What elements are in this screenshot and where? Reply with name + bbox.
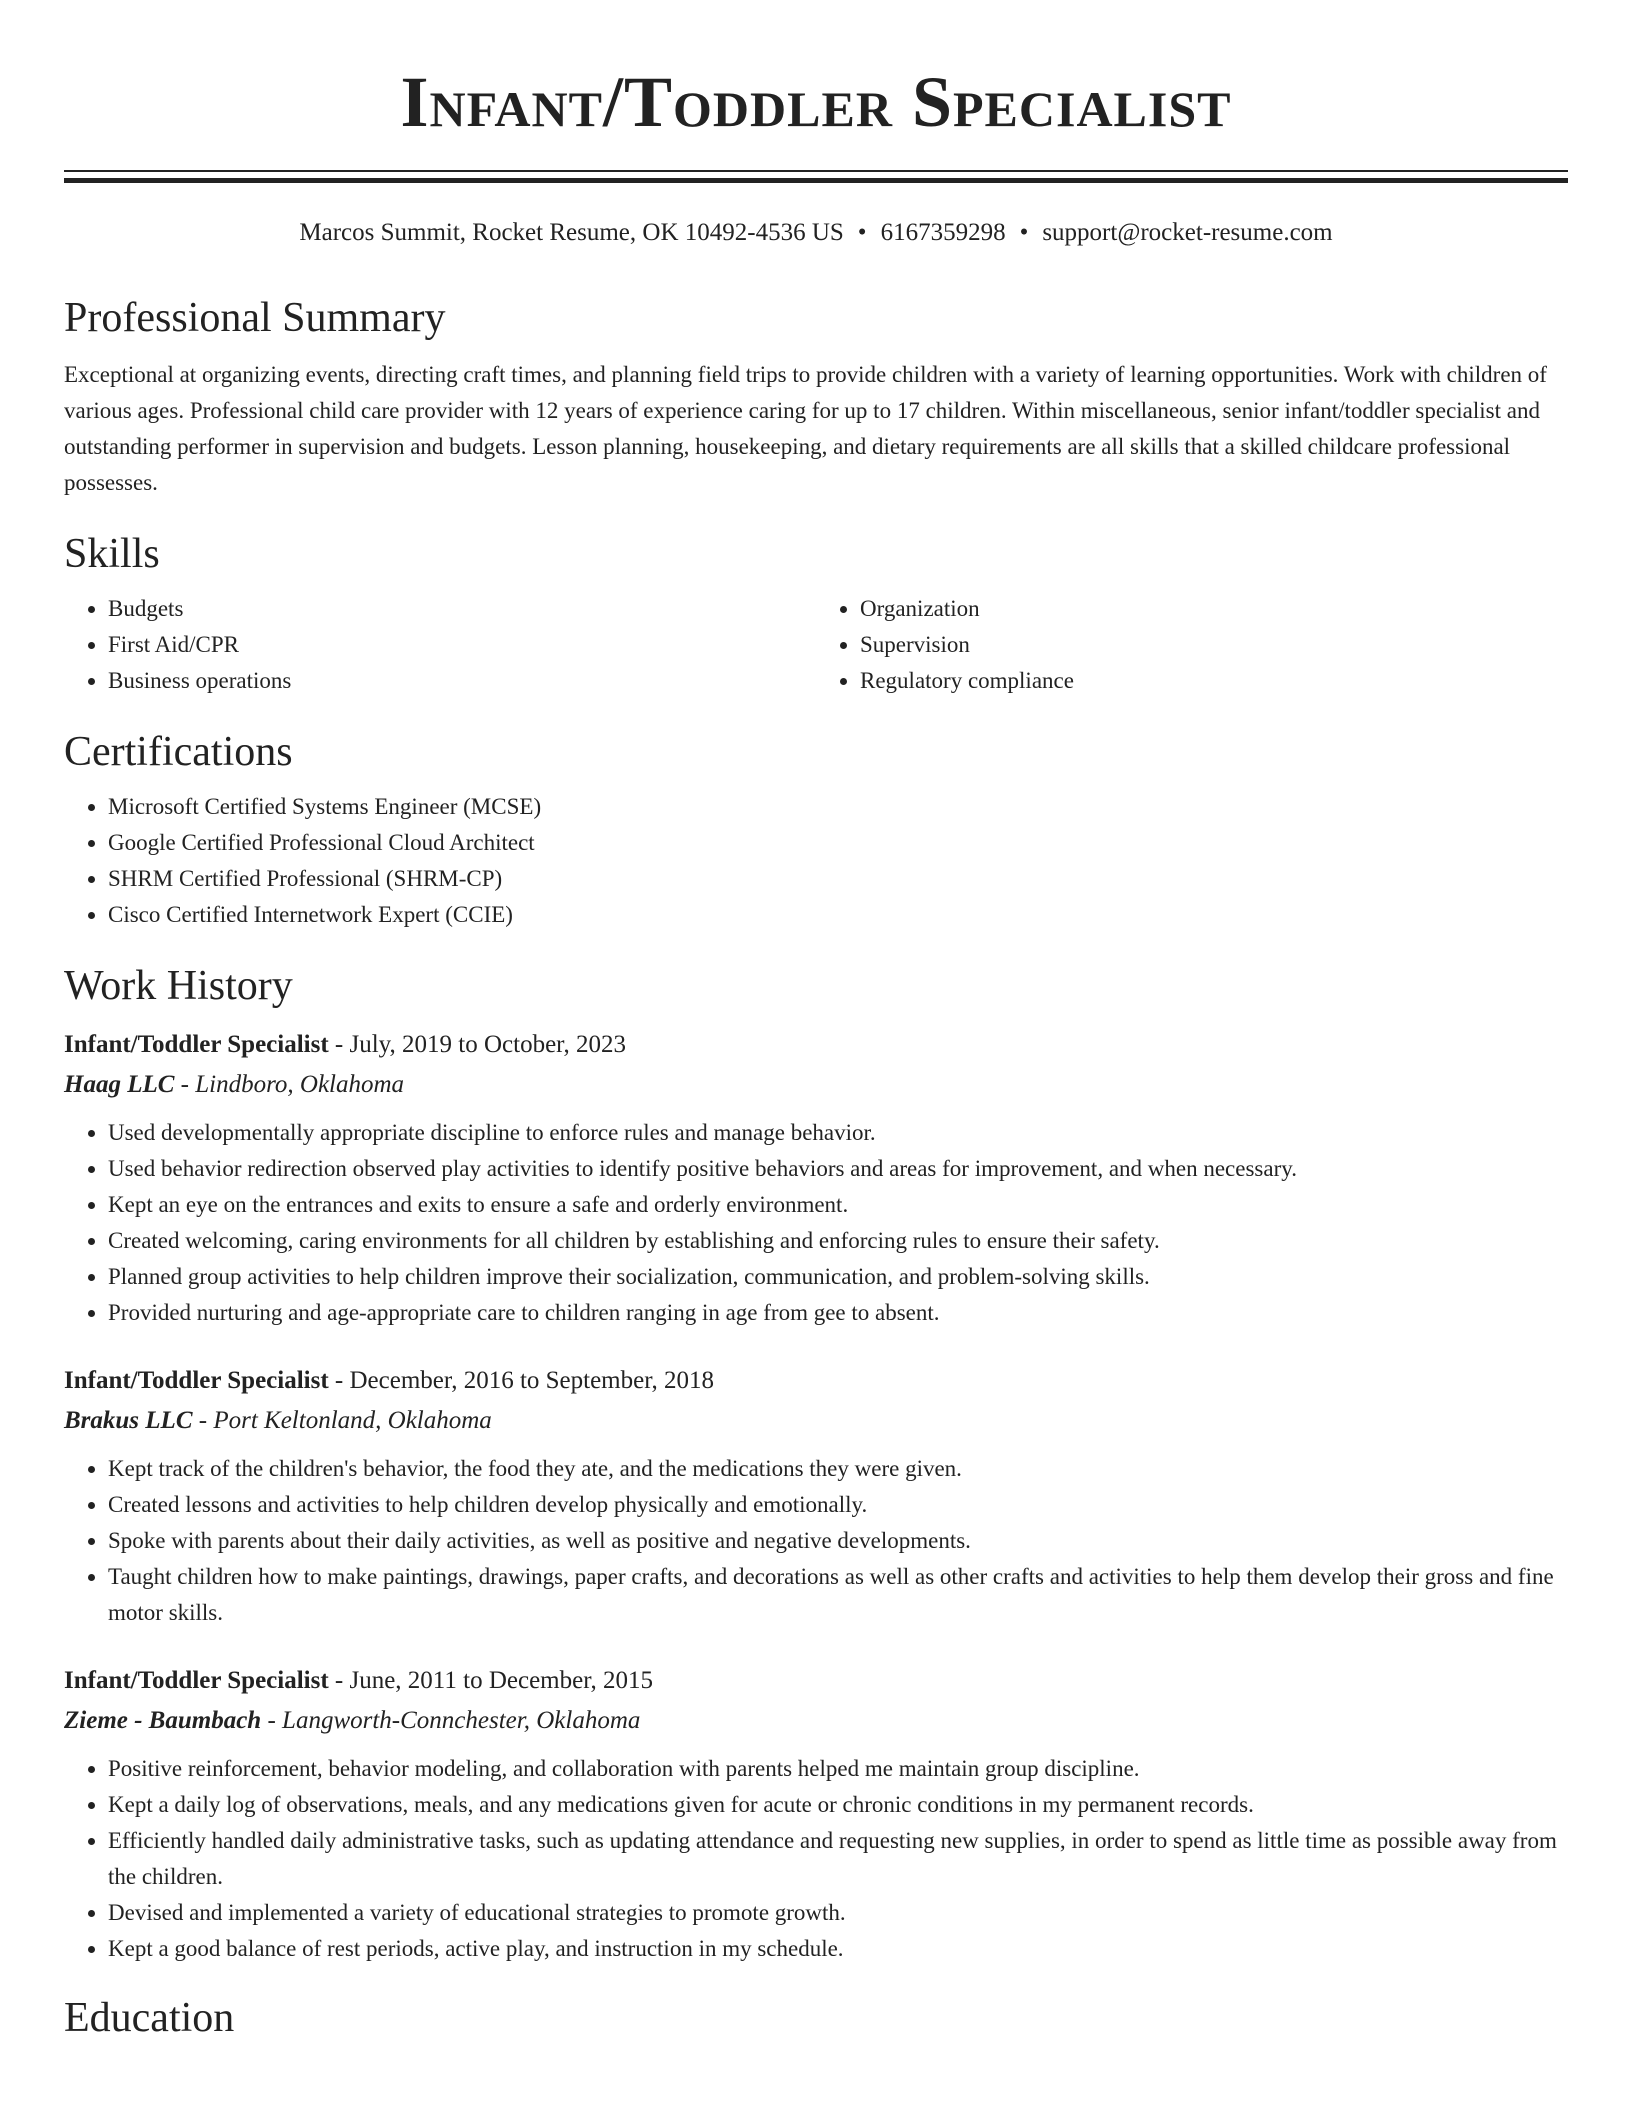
contact-line: [64, 217, 1568, 249]
job-dash: -: [328, 1031, 350, 1058]
job-bullet: • Planned group activities to help children improve their socialization, communication, and problem-solving skills.: [108, 1259, 1568, 1295]
job-bullet: • Provided nurturing and age-appropriate care to children ranging in age from gee to absent.: [108, 1295, 1568, 1331]
job-title: Infant/Toddler Specialist: [64, 1367, 329, 1394]
job-title: Infant/Toddler Specialist: [64, 1667, 329, 1694]
job-bullet: • Taught children how to make paintings, drawings, paper crafts, and decorations as well as other crafts and activities to help them develop their gross and fine motor skills.: [108, 1559, 1568, 1631]
skill-item: • Regulatory compliance: [860, 663, 1568, 699]
job-dash: -: [261, 1707, 283, 1734]
job-bullet: • Efficiently handled daily administrative tasks, such as updating attendance and requesting new supplies, in order to spend as little time as possible away from the children.: [108, 1823, 1568, 1895]
company-line: [64, 1701, 1568, 1741]
job-bullets: [64, 1115, 1568, 1331]
contact-separator: •: [857, 219, 867, 246]
job-bullet: • Devised and implemented a variety of educational strategies to promote growth.: [108, 1895, 1568, 1931]
job-dash: -: [174, 1071, 196, 1098]
company-name: Brakus LLC: [64, 1407, 193, 1434]
job-dash: -: [328, 1367, 350, 1394]
job-bullet: • Kept track of the children's behavior, the food they ate, and the medications they were given.: [108, 1451, 1568, 1487]
job-bullet: • Used behavior redirection observed play activities to identify positive behaviors and areas for improvement, and when necessary.: [108, 1151, 1568, 1187]
certification-item: • Google Certified Professional Cloud Architect: [108, 825, 1568, 861]
work-history-heading: Work History: [64, 963, 293, 1009]
job-dash: -: [328, 1667, 350, 1694]
job-entry: [64, 1361, 1568, 1631]
contact-phone: 6167359298: [880, 219, 1006, 246]
certification-item: • Microsoft Certified Systems Engineer (MCSE): [108, 789, 1568, 825]
certification-item: • SHRM Certified Professional (SHRM-CP): [108, 861, 1568, 897]
company-line: [64, 1065, 1568, 1105]
company-line: [64, 1401, 1568, 1441]
company-name: Zieme - Baumbach: [64, 1707, 262, 1734]
skills-columns: [64, 591, 1568, 699]
job-bullet: • Positive reinforcement, behavior modeling, and collaboration with parents helped me maintain group discipline.: [108, 1751, 1568, 1787]
job-bullet: • Spoke with parents about their daily activities, as well as positive and negative developments.: [108, 1523, 1568, 1559]
contact-email: support@rocket-resume.com: [1042, 219, 1333, 246]
job-bullet: • Created lessons and activities to help children develop physically and emotionally.: [108, 1487, 1568, 1523]
job-bullet: • Created welcoming, caring environments for all children by establishing and enforcing rules to ensure their safety.: [108, 1223, 1568, 1259]
certification-item: • Cisco Certified Internetwork Expert (CCIE): [108, 897, 1568, 933]
education-heading: Education: [64, 1995, 235, 2041]
skills-list-right: [816, 591, 1568, 699]
job-bullets: [64, 1751, 1568, 1967]
job-dates: July, 2019 to October, 2023: [349, 1031, 626, 1058]
job-dates: June, 2011 to December, 2015: [349, 1667, 654, 1694]
certifications-heading: Certifications: [64, 729, 293, 775]
company-name: Haag LLC: [64, 1071, 175, 1098]
skill-item: • First Aid/CPR: [108, 627, 816, 663]
job-entry: [64, 1661, 1568, 1967]
skills-list-left: [64, 591, 816, 699]
job-dates: December, 2016 to September, 2018: [349, 1367, 715, 1394]
company-location: Port Keltonland, Oklahoma: [213, 1407, 492, 1434]
title-divider-thick: [64, 178, 1568, 183]
summary-text: Exceptional at organizing events, directing craft times, and planning field trips to provide children with a variety of learning opportunities. Work with children of various ages. Professional child care provider with 12 years of experience caring for up to 17 children. Within miscellaneous, senior infant/toddler specialist and outstanding performer in supervision and budgets. Lesson planning, housekeeping, and dietary requirements are all skills that a skilled childcare professional possesses.: [64, 362, 1547, 495]
certifications-list: [64, 789, 1568, 933]
job-bullets: [64, 1451, 1568, 1631]
contact-address: Marcos Summit, Rocket Resume, OK 10492-4536 US: [299, 219, 844, 246]
skills-heading: Skills: [64, 531, 160, 577]
job-bullet: • Used developmentally appropriate discipline to enforce rules and manage behavior.: [108, 1115, 1568, 1151]
skill-item: • Organization: [860, 591, 1568, 627]
job-bullet: • Kept a good balance of rest periods, active play, and instruction in my schedule.: [108, 1931, 1568, 1967]
job-bullet: • Kept an eye on the entrances and exits to ensure a safe and orderly environment.: [108, 1187, 1568, 1223]
job-dash: -: [192, 1407, 214, 1434]
title-divider-thin: [64, 170, 1568, 172]
resume-title: Infant/Toddler Specialist: [400, 62, 1232, 142]
skill-item: • Supervision: [860, 627, 1568, 663]
summary-heading: Professional Summary: [64, 295, 446, 341]
skill-item: • Business operations: [108, 663, 816, 699]
job-title-line: [64, 1025, 1568, 1065]
job-entry: [64, 1025, 1568, 1331]
company-location: Lindboro, Oklahoma: [195, 1071, 405, 1098]
job-title-line: [64, 1661, 1568, 1701]
company-location: Langworth-Connchester, Oklahoma: [282, 1707, 641, 1734]
job-bullet: • Kept a daily log of observations, meals, and any medications given for acute or chronic conditions in my permanent records.: [108, 1787, 1568, 1823]
job-title: Infant/Toddler Specialist: [64, 1031, 329, 1058]
job-title-line: [64, 1361, 1568, 1401]
contact-separator: •: [1019, 219, 1029, 246]
skill-item: • Budgets: [108, 591, 816, 627]
